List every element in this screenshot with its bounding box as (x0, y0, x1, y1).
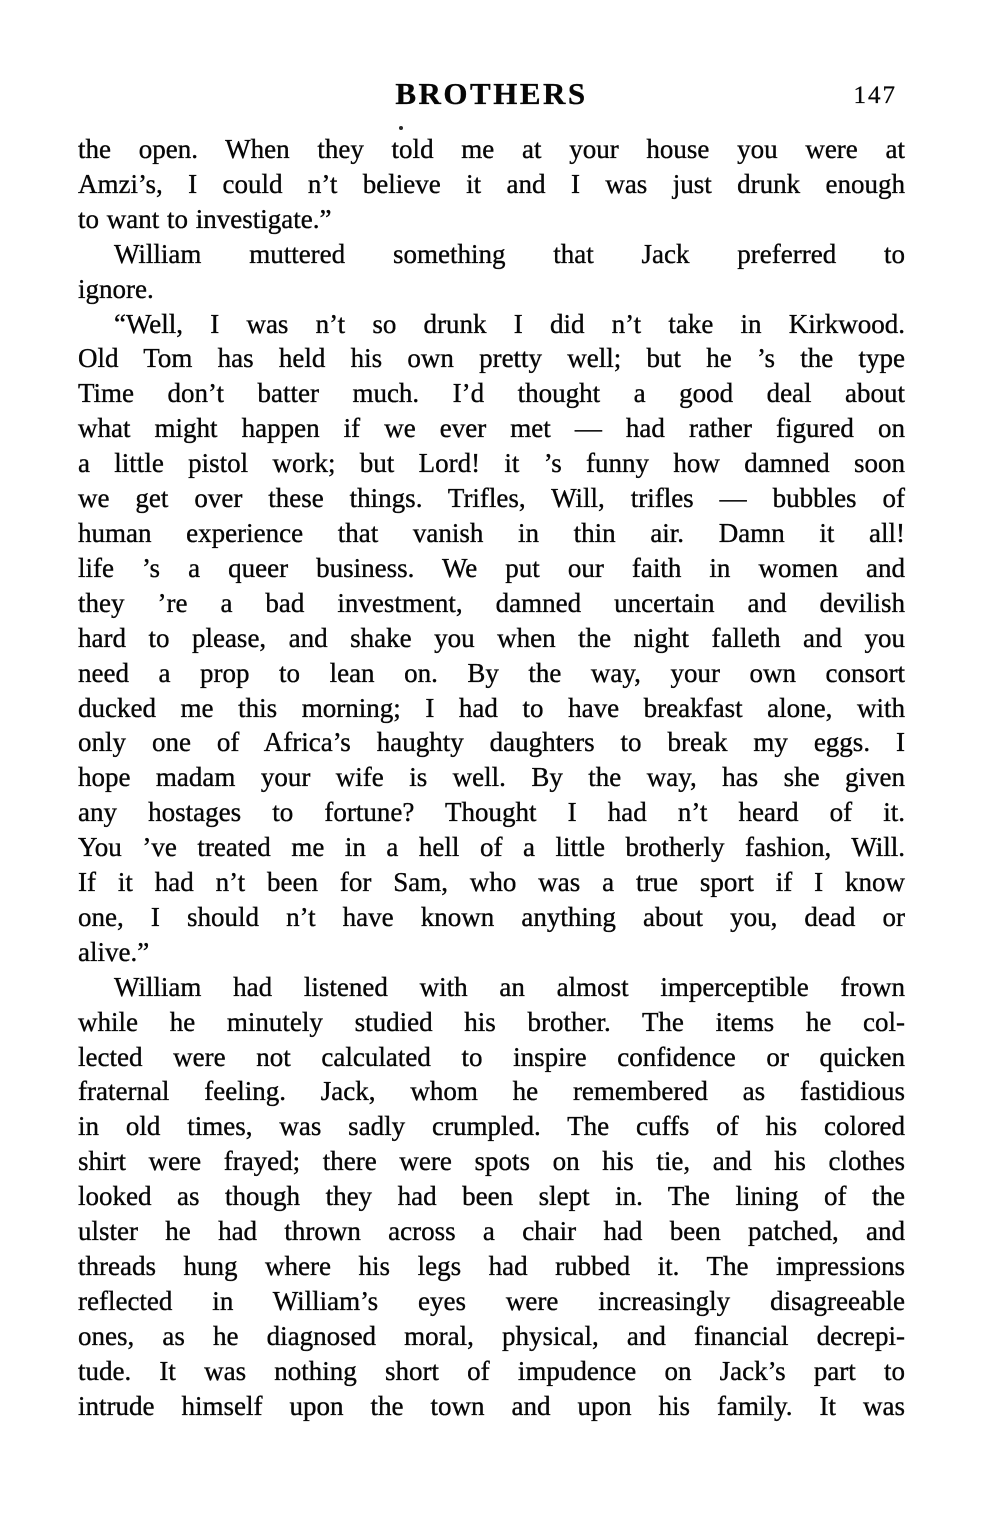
text-line: any hostages to fortune? Thought I had n’t heard of it. (78, 797, 905, 828)
text-line: William had listened with an almost imperceptible frown (114, 971, 905, 1002)
text-line: Amzi’s, I could n’t believe it and I was just drunk enough (78, 168, 905, 199)
page-number: 147 (853, 82, 897, 109)
page-text (78, 132, 905, 1424)
paragraph (78, 132, 905, 237)
text-line: William muttered something that Jack preferred to (114, 238, 905, 269)
text-line: threads hung where his legs had rubbed it. The impressions (78, 1251, 905, 1281)
paragraph (78, 237, 905, 307)
text-line: need a prop to lean on. By the way, your own consort (78, 657, 905, 688)
running-head (78, 76, 905, 116)
text-line: tude. It was nothing short of impudence on Jack’s part to (78, 1355, 905, 1386)
paragraph (78, 307, 905, 970)
text-line: we get over these things. Trifles, Will, trifles — bubbles of (78, 483, 905, 514)
text-line: lected were not calculated to inspire confidence or quicken (78, 1041, 905, 1072)
text-line: looked as though they had been slept in. The lining of the (78, 1181, 905, 1212)
text-line: hope madam your wife is well. By the way, has she given (78, 762, 905, 793)
text-line: a little pistol work; but Lord! it ’s funny how damned soon (78, 448, 905, 479)
text-line: what might happen if we ever met — had rather figured on (78, 413, 905, 444)
text-line: ducked me this morning; I had to have breakfast alone, with (78, 692, 905, 723)
text-line: ones, as he diagnosed moral, physical, and financial decrepi- (78, 1320, 905, 1351)
text-line: If it had n’t been for Sam, who was a true sport if I know (78, 867, 905, 898)
text-line: they ’re a bad investment, damned uncertain and devilish (78, 587, 905, 618)
text-line: Time don’t batter much. I’d thought a good deal about (78, 378, 905, 409)
text-line: Old Tom has held his own pretty well; but he ’s the type (78, 343, 905, 374)
text-line: ulster he had thrown across a chair had been patched, and (78, 1216, 905, 1247)
scan-artifact-dot (399, 126, 403, 130)
text-line: one, I should n’t have known anything about you, dead or (78, 901, 905, 932)
text-line: human experience that vanish in thin air. Damn it all! (78, 517, 905, 548)
text-line: the open. When they told me at your house you were at (78, 134, 905, 164)
text-line: You ’ve treated me in a hell of a little brotherly fashion, Will. (78, 832, 905, 863)
text-line: life ’s a queer business. We put our faith in women and (78, 552, 905, 583)
text-line: ignore. (78, 273, 154, 304)
text-line: fraternal feeling. Jack, whom he remembered as fastidious (78, 1076, 905, 1107)
text-line: intrude himself upon the town and upon his family. It was (78, 1390, 905, 1421)
text-line: hard to please, and shake you when the night falleth and you (78, 622, 905, 653)
text-line: “Well, I was n’t so drunk I did n’t take in Kirkwood. (114, 308, 905, 339)
chapter-title: BROTHERS (395, 76, 588, 111)
text-line: shirt were frayed; there were spots on his tie, and his clothes (78, 1146, 905, 1177)
text-line: in old times, was sadly crumpled. The cuffs of his colored (78, 1111, 905, 1142)
text-line: reflected in William’s eyes were increasingly disagreeable (78, 1285, 905, 1316)
text-line: to want to investigate.” (78, 203, 332, 234)
text-line: only one of Africa’s haughty daughters to break my eggs. I (78, 727, 905, 758)
text-line: while he minutely studied his brother. The items he col- (78, 1006, 905, 1037)
paragraph (78, 970, 905, 1424)
text-line: alive.” (78, 936, 150, 967)
